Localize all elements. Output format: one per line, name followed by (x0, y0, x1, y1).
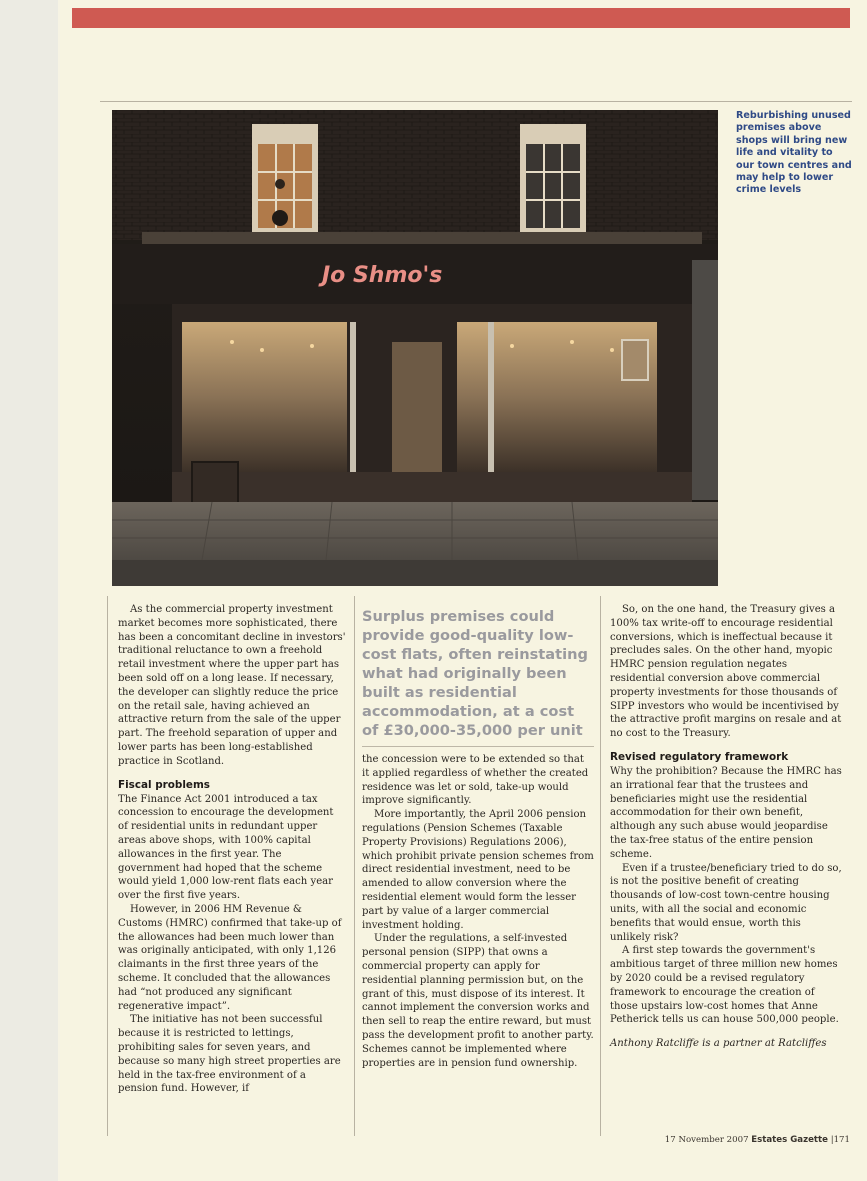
subheading-fiscal-problems: Fiscal problems (118, 778, 210, 791)
page-footer (665, 1135, 850, 1145)
binding-strip (0, 0, 58, 1181)
page-number: 171 (833, 1135, 850, 1145)
paragraph: As the commercial property investment market becomes more sophisticated, there has been a concomitant decline in investors' traditional reluctance to own a freehold retail investment where the upper part has been sold off on a long lease. If necessary, the developer can slightly reduce the price on the retail sale, having achieved an attractive return from the sale of the upper part. The freehold separation of upper and lower parts has been long-established practice in Scotland. (118, 604, 346, 767)
paragraph: So, on the one hand, the Treasury gives a 100% tax write-off to encourage residential conversions, which is ineffectual because it precludes sales. On the other hand, myopic HMRC pension regulation negates residential conversion above commercial property investments for those thousands of SIPP investors who would be incentivised by the attractive profit margins on resale and at no cost to the Treasury. (610, 604, 842, 740)
column-3 (610, 603, 842, 1051)
section-color-bar (72, 8, 850, 28)
pull-quote-rule (362, 746, 594, 747)
photo-caption: Reburbishing unused premises above shops will bring new life and vitality to our town centres and may help to lower crime levels (736, 110, 852, 196)
column-rule-left (107, 596, 108, 1136)
paragraph: Why the prohibition? Because the HMRC has an irrational fear that the trustees and beneficiaries might use the residential accommodation for their own benefit, although any such abuse would jeopardise the tax-free status of the entire pension scheme. (610, 765, 842, 860)
paragraph: However, in 2006 HM Revenue & Customs (HMRC) confirmed that take-up of the allowances had been much lower than was originally anticipated, with only 1,126 claimants in the first three years of the scheme. It concluded that the allowances had “not produced any significant regenerative impact”. (118, 903, 342, 1012)
paragraph: The Finance Act 2001 introduced a tax concession to encourage the development of residential units in redundant upper areas above shops, with 100% capital allowances in the first year. The government had hoped that the scheme would yield 1,000 low-rent flats each year over the first five years. (118, 793, 334, 902)
footer-separator: | (830, 1135, 834, 1145)
column-1 (118, 603, 346, 1096)
column-rule-middle (354, 596, 355, 1136)
subheading-revised-regulatory-framework: Revised regulatory framework (610, 750, 789, 763)
paragraph: the concession were to be extended so that it applied regardless of whether the created residence was let or sold, take-up would improve significantly. (362, 754, 589, 807)
paragraph: The initiative has not been successful because it is restricted to lettings, prohibiting sales for seven years, and because so many high street properties are held in the tax-free environment of a pension fund. However, if (118, 1014, 341, 1095)
column-2 (362, 603, 594, 1070)
issue-date: 17 November 2007 (664, 1135, 749, 1145)
paragraph: More importantly, the April 2006 pension regulations (Pension Schemes (Taxable Property Provisions) Regulations 2006), which prohibit private pension schemes from direct residential investment, need to be amended to allow conversion where the residential element would form the lesser part by value of a larger commercial investment holding. (362, 809, 594, 931)
paragraph: Even if a trustee/beneficiary tried to do so, is not the positive benefit of creating thousands of low-cost town-centre housing units, with all the social and economic benefits that would ensue, worth this unlikely risk? (610, 862, 842, 943)
pull-quote: Surplus premises could provide good-quality low-cost flats, often reinstating what had originally been built as residential accommodation, at a cost of £30,000-35,000 per unit (362, 608, 588, 739)
shop-sign: Jo Shmo's (322, 263, 443, 288)
paragraph: A first step towards the government's ambitious target of three million new homes by 2020 could be a revised regulatory framework to encourage the creation of those upstairs low-cost homes that Anne Petherick tells us can house 500,000 people. (610, 945, 839, 1026)
storefront-photo (112, 110, 718, 586)
author-byline: Anthony Ratcliffe is a partner at Ratcliffes (610, 1038, 827, 1050)
publication-name: Estates Gazette (751, 1135, 828, 1145)
top-rule (100, 101, 852, 102)
column-rule-right (600, 596, 601, 1136)
paragraph: Under the regulations, a self-invested personal pension (SIPP) that owns a commercial property can apply for residential planning permission but, on the grant of this, must dispose of its interest. It cannot implement the conversion works and then sell to reap the entire reward, but must pass the development profit to another party. Schemes cannot be implemented where properties are in pension fund ownership. (362, 933, 594, 1069)
